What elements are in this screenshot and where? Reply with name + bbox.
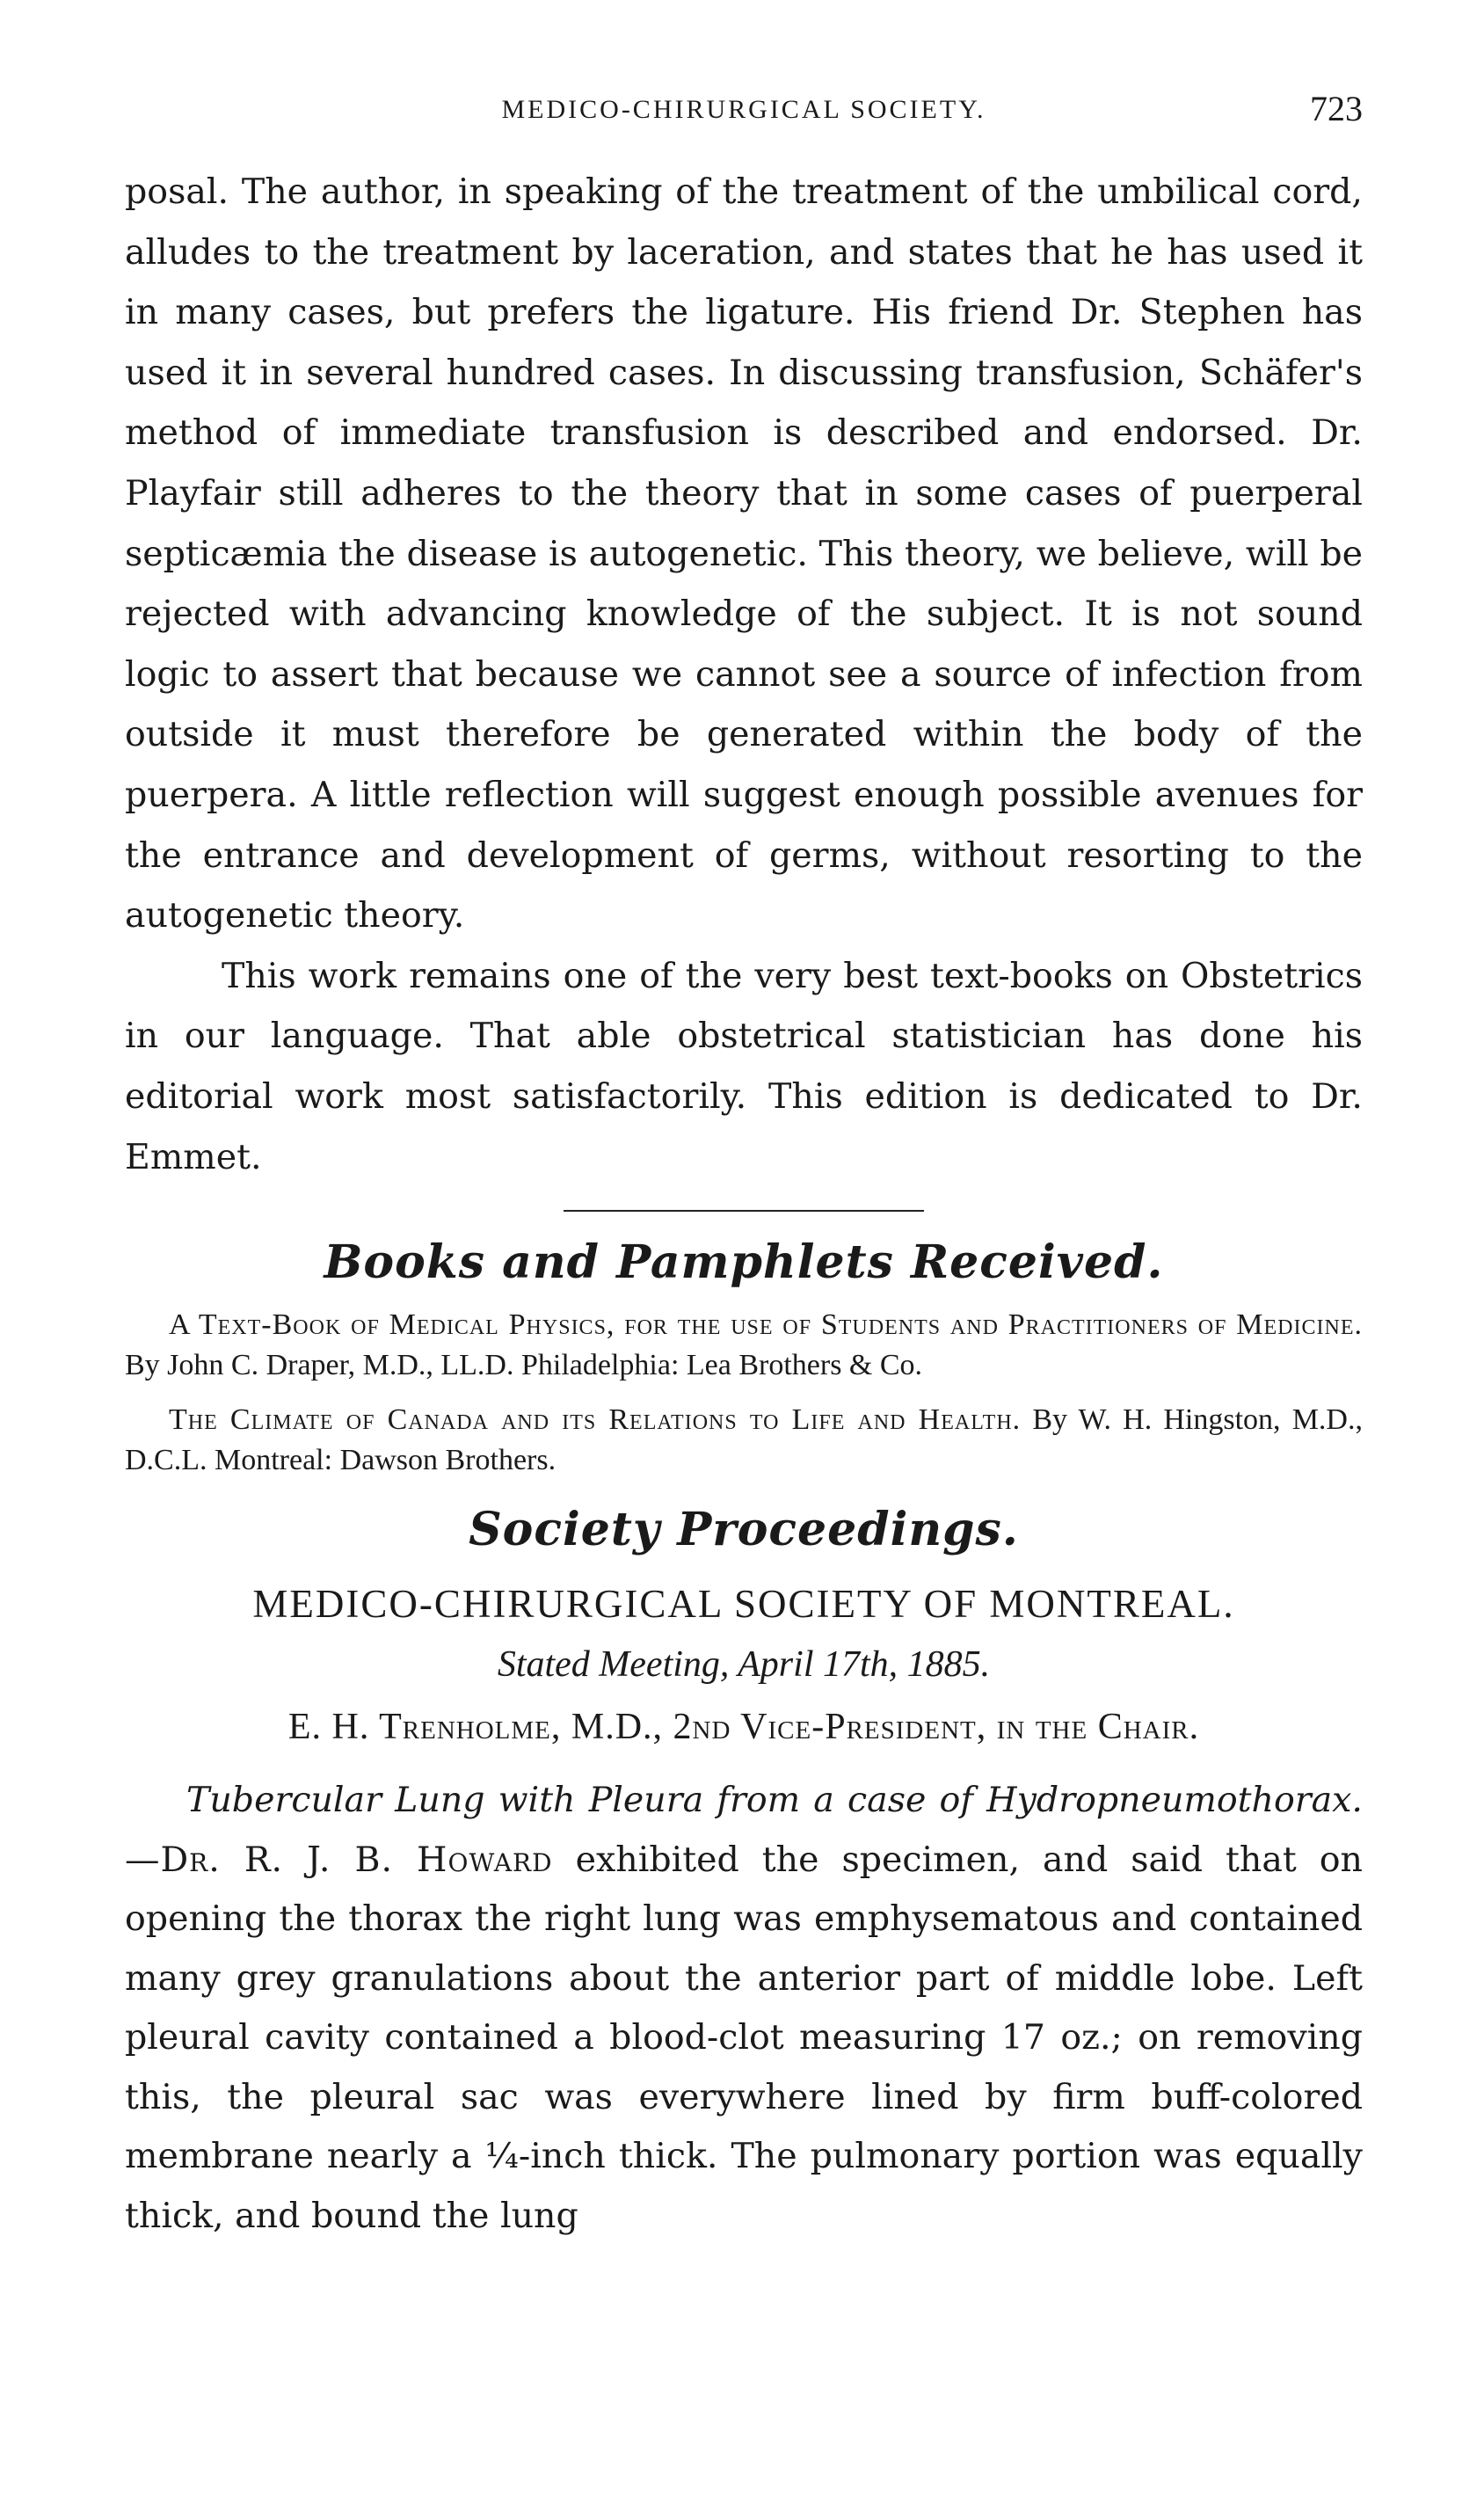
meeting-date: Stated Meeting, April 17th, 1885.	[497, 1644, 991, 1686]
books-received-heading: Books and Pamphlets Received.	[324, 1235, 1164, 1290]
running-title: MEDICO-CHIRURGICAL SOCIETY.	[501, 95, 986, 124]
book-notice-1	[125, 1305, 1363, 1386]
review-text	[125, 162, 1363, 1187]
book-notice-2-details: By W. H. Hingston, M.D., D.C.L. Montreal: Dawson Brothers.	[125, 1403, 1363, 1477]
case-presenter: —Dr. R. J. B. Howard	[125, 1839, 553, 1880]
book-notice-1-details: By John C. Draper, M.D., LL.D. Philadelphia: Lea Brothers & Co.	[125, 1349, 923, 1382]
running-header	[125, 88, 1363, 141]
case-text: exhibited the specimen, and said that on opening the thorax the right lung was emphysematous and contained many grey granulations about the anterior part of middle lobe. Left pleural cavity contained a blood-clot measuring 17 oz.; on removing this, the pleural sac was everywhere lined by firm buff-colored membrane nearly a ¼-inch thick. The pulmonary portion was equally thick, and bound the lung	[125, 1839, 1363, 2236]
page-number: 723	[1310, 89, 1363, 128]
document-page	[125, 88, 1363, 2246]
society-title: MEDICO-CHIRURGICAL SOCIETY OF MONTREAL.	[252, 1582, 1235, 1627]
book-notice-2	[125, 1400, 1363, 1481]
book-notice-2-title: The Climate of Canada and its Relations to Life and Health.	[169, 1403, 1022, 1437]
case-report	[125, 1771, 1363, 2246]
case-title: Tubercular Lung with Pleura from a case of Hydropneumothorax.	[186, 1780, 1363, 1821]
society-proceedings-heading: Society Proceedings.	[469, 1503, 1019, 1557]
book-notice-1-title: A Text-Book of Medical Physics, for the use of Students and Practitioners of Medicine.	[169, 1308, 1363, 1342]
review-paragraph-2: This work remains one of the very best text-books on Obstetrics in our language. That able obstetrical statistician has done his editorial work most satisfactorily. This edition is dedicated to Dr. Emmet.	[125, 955, 1363, 1177]
review-paragraph-1: posal. The author, in speaking of the treatment of the umbilical cord, alludes to the treatment by laceration, and states that he has used it in many cases, but prefers the ligature. His friend Dr. Stephen has used it in several hundred cases. In discussing transfusion, Schäfer's method of immediate transfusion is described and endorsed. Dr. Playfair still adheres to the theory that in some cases of puerperal septicæmia the disease is autogenetic. This theory, we believe, will be rejected with advancing knowledge of the subject. It is not sound logic to assert that because we cannot see a source of infection from outside it must therefore be generated within the body of the puerpera. A little reflection will suggest enough possible avenues for the entrance and development of germs, without resorting to the autogenetic theory.	[125, 171, 1363, 936]
section-divider	[564, 1210, 924, 1212]
chair-line: E. H. Trenholme, M.D., 2nd Vice-President, in the Chair.	[287, 1707, 1200, 1748]
